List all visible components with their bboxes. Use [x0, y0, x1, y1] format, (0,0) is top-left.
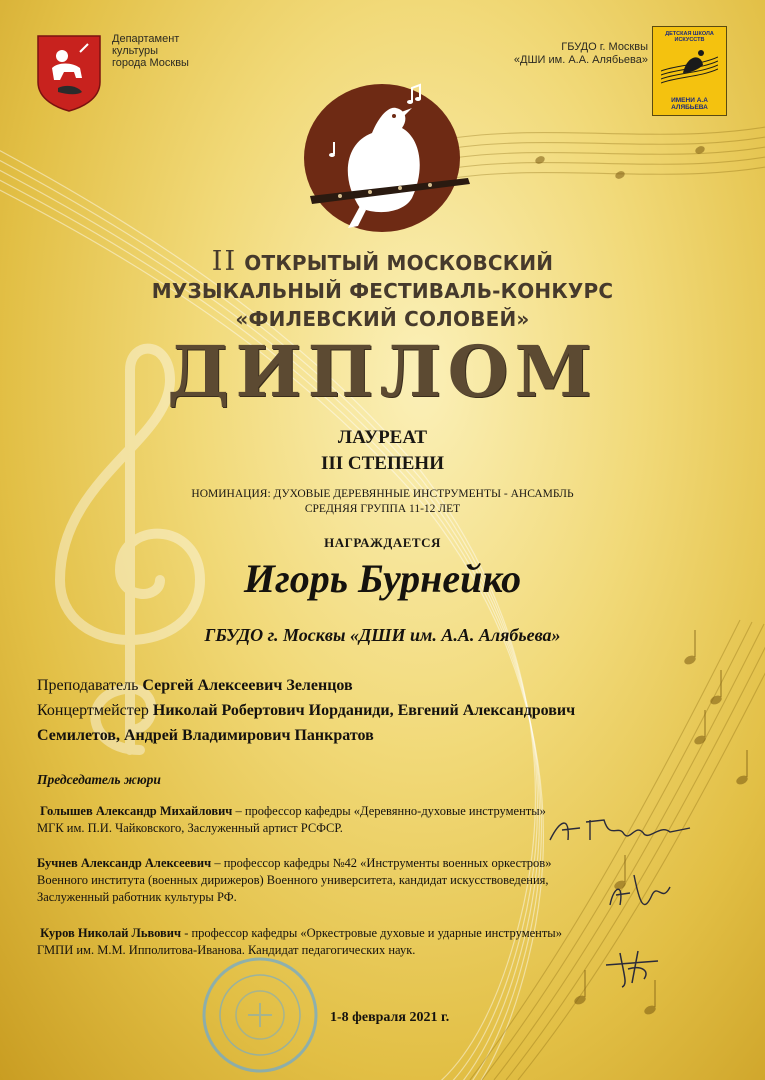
laureate-title [0, 425, 765, 477]
moscow-coat-of-arms-icon [36, 34, 102, 112]
awardee-name: Игорь Бурнейко [243, 556, 522, 601]
festival-title-line1 [0, 248, 765, 277]
festival-edition-number: II [211, 246, 238, 277]
department-line: города Москвы [112, 57, 189, 69]
accompanist-line-2 [37, 723, 737, 748]
jury-member-desc: - профессор кафедры «Оркестровые духовые и ударные инструменты» [181, 926, 562, 940]
awarded-label: НАГРАЖДАЕТСЯ [324, 535, 441, 550]
jury-member-desc: – профессор кафедры «Деревянно-духовые инструменты» [232, 804, 546, 818]
department-line: Департамент [112, 33, 180, 45]
nomination-line2: СРЕДНЯЯ ГРУППА 11-12 ЛЕТ [304, 503, 461, 515]
jury-member-name: Куров Николай Львович [40, 926, 182, 940]
stamp-seal-icon [200, 955, 320, 1075]
festival-title-line1-text: ОТКРЫТЫЙ МОСКОВСКИЙ [244, 251, 554, 275]
department-name [112, 33, 222, 69]
jury-member-name: Бучнев Александр Алексеевич [37, 856, 212, 870]
teacher-line [37, 673, 737, 698]
staff-block [37, 673, 737, 748]
school-line: ГБУДО г. Москвы [561, 41, 648, 53]
accompanist-names: Николай Робертович Иорданиди, Евгений Александрович [152, 702, 576, 719]
laureate-degree: III СТЕПЕНИ [320, 453, 444, 474]
award-date: 1-8 февраля 2021 г. [330, 1010, 450, 1025]
jury-member-desc: Заслуженный работник культуры РФ. [37, 890, 237, 904]
nightingale-emblem-icon [300, 78, 475, 243]
nomination [0, 487, 765, 517]
jury-member-desc: Военного института (военных дирижеров) Военного университета, кандидат искусствоведения, [37, 873, 549, 887]
jury-member-desc: МГК им. П.И. Чайковского, Заслуженный артист РСФСР. [37, 821, 343, 835]
nomination-line1: НОМИНАЦИЯ: ДУХОВЫЕ ДЕРЕВЯННЫЕ ИНСТРУМЕНТЫ - АНСАМБЛЬ [191, 488, 574, 500]
school-logo-bottom-text: ИМЕНИ А.А АЛЯБЬЕВА [671, 97, 708, 111]
diploma-heading: ДИПЛОМ [167, 330, 598, 413]
jury-member-desc: ГМПИ им. М.М. Ипполитова-Иванова. Кандидат педагогических наук. [37, 943, 416, 957]
accompanist-line [37, 698, 737, 723]
school-logo-top-text: ДЕТСКАЯ ШКОЛА ИСКУССТВ [665, 31, 714, 43]
jury-member-name: Голышев Александр Михайлович [40, 804, 233, 818]
accompanist-label: Концертмейстер [37, 702, 149, 719]
accompanist-names-cont: Семилетов, Андрей Владимирович Панкратов [37, 727, 374, 744]
festival-title-line3: «ФИЛЕВСКИЙ СОЛОВЕЙ» [235, 307, 530, 331]
jury-member [37, 855, 677, 906]
teacher-name: Сергей Алексеевич Зеленцов [142, 677, 353, 694]
festival-title [0, 248, 765, 333]
teacher-label: Преподаватель [37, 677, 139, 694]
laureate-line1: ЛАУРЕАТ [337, 427, 428, 448]
signature-icon [598, 945, 668, 990]
department-line: культуры [112, 45, 159, 57]
school-logo-icon [652, 26, 727, 116]
jury-heading: Председатель жюри [37, 772, 161, 787]
signature-icon [540, 810, 700, 850]
jury-member-desc: – профессор кафедры №42 «Инструменты военных оркестров» [211, 856, 552, 870]
school-name [478, 41, 648, 67]
festival-title-line2: МУЗЫКАЛЬНЫЙ ФЕСТИВАЛЬ-КОНКУРС [151, 279, 614, 303]
signature-icon [600, 865, 680, 925]
school-line: «ДШИ им. А.А. Алябьева» [513, 54, 648, 66]
jury-member [37, 925, 677, 959]
institution-name: ГБУДО г. Москвы «ДШИ им. А.А. Алябьева» [204, 625, 561, 645]
